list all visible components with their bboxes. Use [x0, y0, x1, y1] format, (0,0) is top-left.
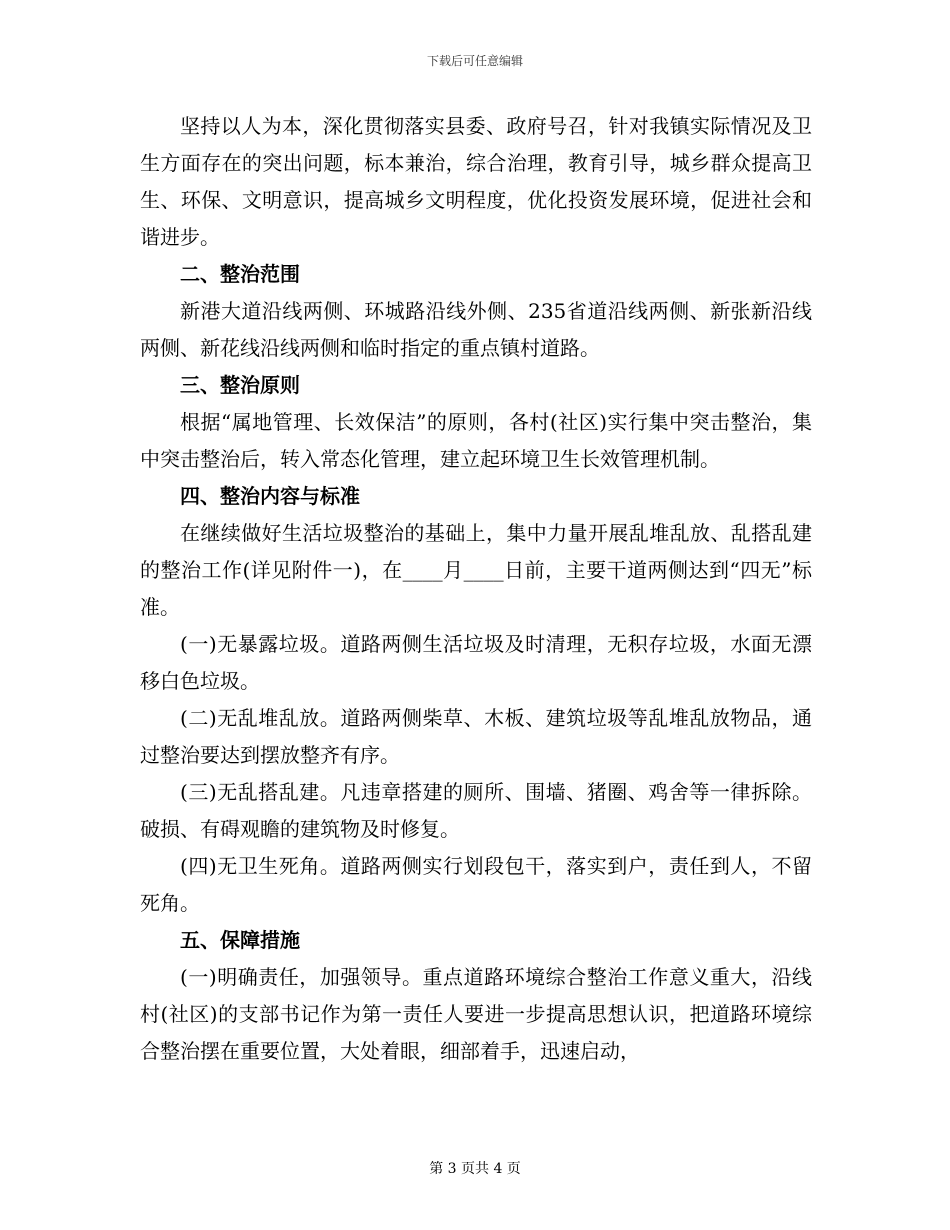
section-heading-principle: 三、整治原则 — [180, 373, 300, 397]
paragraph-scope: 新港大道沿线两侧、环城路沿线外侧、235省道沿线两侧、新张新沿线两侧、新花线沿线两侧和临时指定的重点镇村道路。 — [140, 299, 812, 360]
paragraph-item-3: (三)无乱搭乱建。凡违章搭建的厕所、围墙、猪圈、鸡舍等一律拆除。破损、有碍观瞻的建筑物及时修复。 — [140, 780, 812, 841]
paragraph-item-1: (一)无暴露垃圾。道路两侧生活垃圾及时清理，无积存垃圾，水面无漂移白色垃圾。 — [140, 632, 812, 693]
paragraph-principle: 根据“属地管理、长效保洁”的原则，各村(社区)实行集中突击整治，集中突击整治后，转入常态化管理，建立起环境卫生长效管理机制。 — [140, 410, 812, 471]
paragraph-item-4: (四)无卫生死角。道路两侧实行划段包干，落实到户，责任到人，不留死角。 — [140, 854, 812, 915]
paragraph-intro: 坚持以人为本，深化贯彻落实县委、政府号召，针对我镇实际情况及卫生方面存在的突出问题，标本兼治，综合治理，教育引导，城乡群众提高卫生、环保、文明意识，提高城乡文明程度，优化投资发展环境，促进社会和谐进步。 — [140, 114, 812, 249]
page-footer: 第 3 页共 4 页 — [429, 1161, 521, 1177]
section-heading-scope: 二、整治范围 — [180, 262, 300, 286]
section-heading-measures: 五、保障措施 — [180, 928, 300, 952]
page-header: 下载后可任意编辑 — [426, 54, 523, 68]
document-body — [140, 108, 812, 1070]
paragraph-content: 在继续做好生活垃圾整治的基础上，集中力量开展乱堆乱放、乱搭乱建的整治工作(详见附件一)，在____月____日前，主要干道两侧达到“四无”标准。 — [140, 521, 812, 619]
paragraph-measures-1: (一)明确责任，加强领导。重点道路环境综合整治工作意义重大，沿线村(社区)的支部书记作为第一责任人要进一步提高思想认识，把道路环境综合整治摆在重要位置，大处着眼，细部着手，迅速启动， — [140, 965, 812, 1063]
paragraph-item-2: (二)无乱堆乱放。道路两侧柴草、木板、建筑垃圾等乱堆乱放物品，通过整治要达到摆放整齐有序。 — [140, 706, 812, 767]
section-heading-content: 四、整治内容与标准 — [180, 484, 360, 508]
